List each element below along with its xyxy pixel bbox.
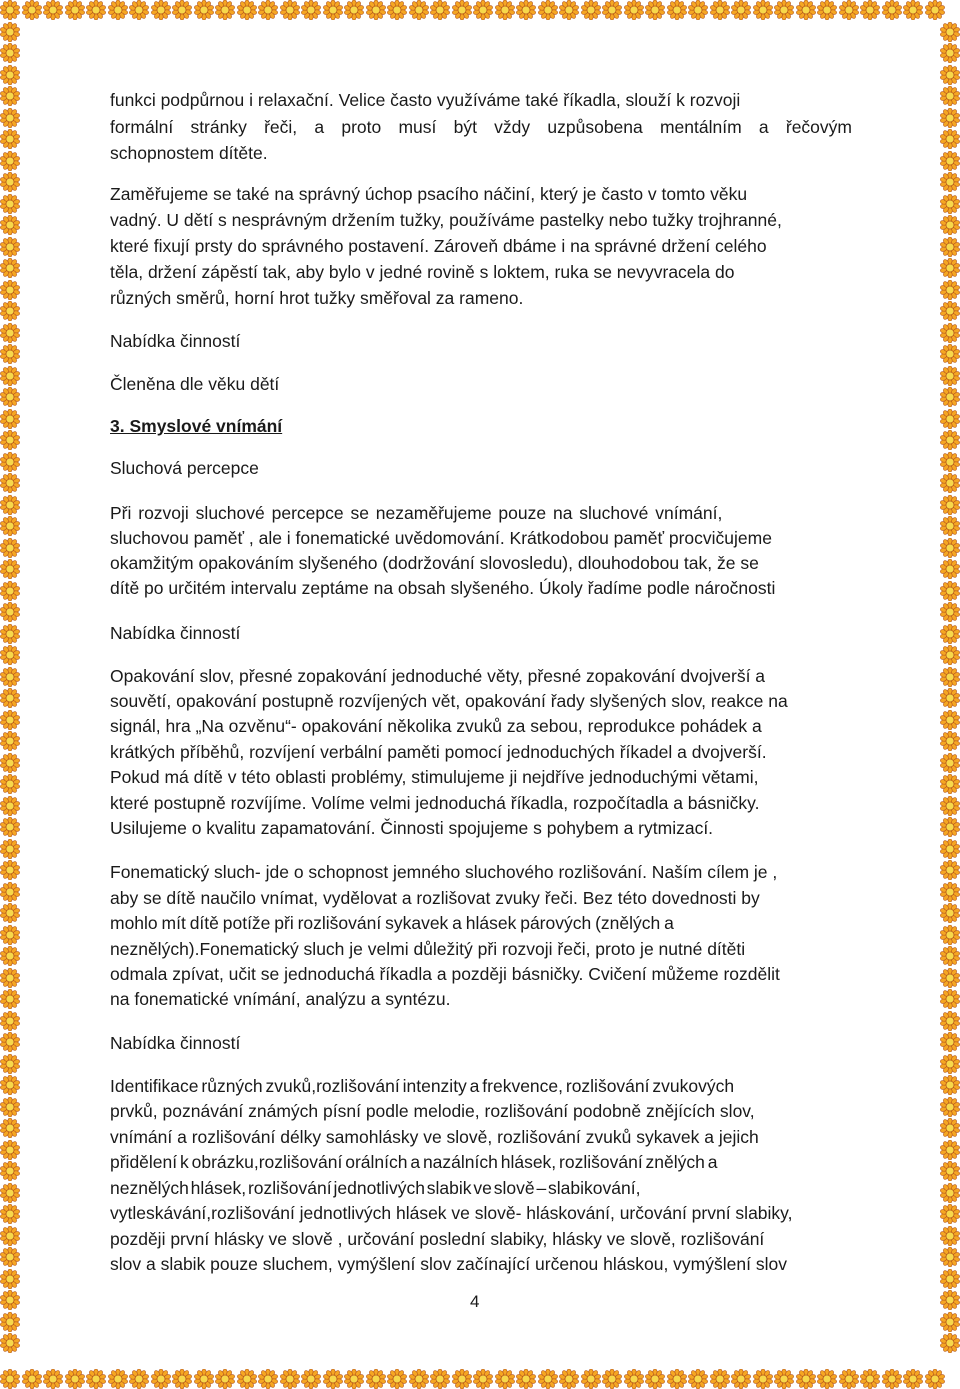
sun-flower-icon xyxy=(0,645,20,665)
paragraph-4-line: krátkých příběhů, rozvíjení verbální paměti pomocí jednoduchých říkadel a dvojverší. xyxy=(110,742,767,762)
sun-flower-icon xyxy=(817,0,837,20)
sun-flower-icon xyxy=(667,0,687,20)
paragraph-5-line: na fonematické vnímání, analýzu a syntézu. xyxy=(110,989,451,1009)
sun-flower-icon xyxy=(940,903,960,923)
sun-flower-icon xyxy=(0,43,20,63)
paragraph-3-line: dítě po určitém intervalu zeptáme na obsah slyšeného. Úkoly řadíme podle náročnosti xyxy=(110,578,776,598)
sun-flower-icon xyxy=(645,0,665,20)
sun-flower-icon xyxy=(925,1369,945,1389)
sun-flower-icon xyxy=(301,0,321,20)
sun-flower-icon xyxy=(86,0,106,20)
sun-flower-icon xyxy=(839,1369,859,1389)
sun-flower-icon xyxy=(940,280,960,300)
sun-flower-icon xyxy=(710,1369,730,1389)
sun-flower-icon xyxy=(940,215,960,235)
sun-flower-icon xyxy=(538,0,558,20)
sun-flower-icon xyxy=(940,1097,960,1117)
sun-flower-icon xyxy=(940,409,960,429)
sun-flower-icon xyxy=(43,1369,63,1389)
sun-flower-icon xyxy=(940,645,960,665)
sun-flower-icon xyxy=(473,1369,493,1389)
sun-flower-icon xyxy=(0,409,20,429)
sun-flower-icon xyxy=(940,1032,960,1052)
sun-flower-icon xyxy=(0,65,20,85)
sun-flower-icon xyxy=(0,667,20,687)
sun-flower-icon xyxy=(860,0,880,20)
sun-flower-icon xyxy=(0,1226,20,1246)
paragraph-6-line: slov a slabik pouze sluchem, vymýšlení slov začínající určenou hláskou, vymýšlení slov xyxy=(110,1254,787,1274)
offer-label: Nabídka činností xyxy=(110,1033,241,1053)
subheading: Sluchová percepce xyxy=(110,458,259,478)
sun-flower-icon xyxy=(940,710,960,730)
sun-flower-icon xyxy=(710,0,730,20)
sun-flower-icon xyxy=(0,1312,20,1332)
sun-flower-icon xyxy=(0,194,20,214)
sun-flower-icon xyxy=(0,473,20,493)
sun-flower-icon xyxy=(940,366,960,386)
sun-flower-icon xyxy=(0,710,20,730)
sun-flower-icon xyxy=(796,0,816,20)
paragraph-5-line: mohlo mít dítě potíže při rozlišování sykavek a hlásek párových (znělých a xyxy=(110,913,674,933)
sun-flower-icon xyxy=(237,0,257,20)
sun-flower-icon xyxy=(0,624,20,644)
sun-flower-icon xyxy=(258,1369,278,1389)
sun-flower-icon xyxy=(940,1161,960,1181)
sun-flower-icon xyxy=(0,86,20,106)
sun-flower-icon xyxy=(0,1097,20,1117)
sun-flower-icon xyxy=(667,1369,687,1389)
offer-label: Nabídka činností xyxy=(110,623,241,643)
sun-flower-icon xyxy=(215,1369,235,1389)
sun-flower-icon xyxy=(65,1369,85,1389)
sun-flower-icon xyxy=(940,65,960,85)
paragraph-2-line: které fixují prsty do správného postavení. Zároveň dbáme i na správné držení celého xyxy=(110,236,767,256)
sun-flower-icon xyxy=(940,925,960,945)
sun-flower-icon xyxy=(0,1290,20,1310)
sun-flower-icon xyxy=(301,1369,321,1389)
sun-flower-icon xyxy=(624,0,644,20)
sun-flower-icon xyxy=(903,0,923,20)
sun-flower-icon xyxy=(645,1369,665,1389)
paragraph-2-line: různých směrů, horní hrot tužky směřoval za rameno. xyxy=(110,288,524,308)
paragraph-6-line: Identifikace různých zvuků,rozlišování intenzity a frekvence, rozlišování zvukových xyxy=(110,1076,735,1096)
sun-flower-icon xyxy=(940,1333,960,1353)
sun-flower-icon xyxy=(0,323,20,343)
sun-flower-icon xyxy=(940,1290,960,1310)
sun-flower-icon xyxy=(940,151,960,171)
sun-flower-icon xyxy=(817,1369,837,1389)
sun-flower-icon xyxy=(940,1118,960,1138)
sun-flower-icon xyxy=(0,989,20,1009)
sun-flower-icon xyxy=(366,0,386,20)
sun-flower-icon xyxy=(0,1118,20,1138)
sun-flower-icon xyxy=(0,538,20,558)
sun-flower-icon xyxy=(860,1369,880,1389)
sun-flower-icon xyxy=(0,1011,20,1031)
sun-flower-icon xyxy=(688,0,708,20)
sun-flower-icon xyxy=(0,344,20,364)
sun-flower-icon xyxy=(796,1369,816,1389)
sun-flower-icon xyxy=(0,817,20,837)
sun-flower-icon xyxy=(0,215,20,235)
sun-flower-icon xyxy=(940,301,960,321)
sun-flower-icon xyxy=(0,1269,20,1289)
sun-flower-icon xyxy=(215,0,235,20)
sun-flower-icon xyxy=(940,817,960,837)
sun-flower-icon xyxy=(753,1369,773,1389)
sun-flower-icon xyxy=(495,0,515,20)
sun-flower-icon xyxy=(940,796,960,816)
sun-flower-icon xyxy=(323,1369,343,1389)
sun-flower-icon xyxy=(0,495,20,515)
paragraph-1-line: formální stránky řeči, a proto musí být vždy uzpůsobena mentálním a řečovým xyxy=(110,117,852,137)
sun-flower-icon xyxy=(940,22,960,42)
sun-flower-icon xyxy=(194,0,214,20)
sun-flower-icon xyxy=(940,1269,960,1289)
sun-flower-icon xyxy=(0,1054,20,1074)
paragraph-6-line: vnímání a rozlišování délky samohlásky ve slově, rozlišování zvuků sykavek a jejich xyxy=(110,1127,759,1147)
sun-flower-icon xyxy=(129,0,149,20)
sun-flower-icon xyxy=(940,624,960,644)
sun-flower-icon xyxy=(108,0,128,20)
sun-flower-icon xyxy=(344,1369,364,1389)
sun-flower-icon xyxy=(409,0,429,20)
sun-flower-icon xyxy=(940,258,960,278)
sun-flower-icon xyxy=(940,237,960,257)
sun-flower-icon xyxy=(624,1369,644,1389)
sun-flower-icon xyxy=(882,0,902,20)
sun-flower-icon xyxy=(0,237,20,257)
sun-flower-icon xyxy=(940,452,960,472)
sun-flower-icon xyxy=(940,968,960,988)
sun-flower-icon xyxy=(22,0,42,20)
sun-flower-icon xyxy=(280,0,300,20)
sun-flower-icon xyxy=(387,0,407,20)
paragraph-4-line: které postupně rozvíjíme. Volíme velmi jednoduchá říkadla, rozpočítadla a básničky. xyxy=(110,793,760,813)
paragraph-5-line: neznělých).Fonematický sluch je velmi důležitý při rozvoji řeči, proto je nutné dítěti xyxy=(110,939,746,959)
paragraph-3-line: Při rozvoji sluchové percepce se nezaměřujeme pouze na sluchové vnímání, xyxy=(110,503,723,523)
sun-flower-icon xyxy=(0,1333,20,1353)
sun-flower-icon xyxy=(0,108,20,128)
sun-flower-icon xyxy=(940,882,960,902)
paragraph-2-line: Zaměřujeme se také na správný úchop psacího náčiní, který je často v tomto věku xyxy=(110,184,748,204)
sun-flower-icon xyxy=(0,839,20,859)
sun-flower-icon xyxy=(473,0,493,20)
sun-flower-icon xyxy=(940,1075,960,1095)
paragraph-4-line: souvětí, opakování postupně rozvíjených vět, opakování řady slyšených slov, reakce na xyxy=(110,691,788,711)
sun-flower-icon xyxy=(516,1369,536,1389)
sun-flower-icon xyxy=(940,1204,960,1224)
paragraph-6-line: přidělení k obrázku,rozlišování orálních a nazálních hlásek, rozlišování znělých a xyxy=(110,1152,718,1172)
paragraph-6-line: neznělých hlásek, rozlišování jednotlivých slabik ve slově – slabikování, xyxy=(110,1178,641,1198)
sun-flower-icon xyxy=(0,22,20,42)
sun-flower-icon xyxy=(940,581,960,601)
sun-flower-icon xyxy=(0,430,20,450)
sun-flower-icon xyxy=(882,1369,902,1389)
sun-flower-icon xyxy=(0,151,20,171)
sun-flower-icon xyxy=(940,1011,960,1031)
sun-flower-icon xyxy=(940,495,960,515)
offer-label: Nabídka činností xyxy=(110,331,241,351)
sun-flower-icon xyxy=(940,387,960,407)
paragraph-1-line: schopnostem dítěte. xyxy=(110,143,268,163)
sun-flower-icon xyxy=(581,1369,601,1389)
sun-flower-icon xyxy=(602,1369,622,1389)
sun-flower-icon xyxy=(0,688,20,708)
sun-flower-icon xyxy=(516,0,536,20)
sun-flower-icon xyxy=(731,0,751,20)
sun-flower-icon xyxy=(0,366,20,386)
sun-flower-icon xyxy=(0,172,20,192)
sun-flower-icon xyxy=(0,1204,20,1224)
paragraph-2-line: vadný. U dětí s nesprávným držením tužky, používáme pastelky nebo tužky trojhranné, xyxy=(110,210,782,230)
sun-flower-icon xyxy=(0,1032,20,1052)
sun-flower-icon xyxy=(940,989,960,1009)
sun-flower-icon xyxy=(0,731,20,751)
paragraph-5-line: Fonematický sluch- jde o schopnost jemného sluchového rozlišování. Naším cílem je , xyxy=(110,862,778,882)
sun-flower-icon xyxy=(86,1369,106,1389)
sun-flower-icon xyxy=(258,0,278,20)
paragraph-6-line: prvků, poznávání známých písní podle melodie, rozlišování podobně znějících slov, xyxy=(110,1101,755,1121)
sun-flower-icon xyxy=(940,753,960,773)
sun-flower-icon xyxy=(0,0,20,20)
paragraph-3-line: sluchovou paměť , ale i fonematické uvědomování. Krátkodobou paměť procvičujeme xyxy=(110,528,772,548)
sun-flower-icon xyxy=(344,0,364,20)
sun-flower-icon xyxy=(774,0,794,20)
sun-flower-icon xyxy=(940,86,960,106)
sun-flower-icon xyxy=(0,796,20,816)
sun-flower-icon xyxy=(602,0,622,20)
sun-flower-icon xyxy=(940,688,960,708)
sun-flower-icon xyxy=(940,839,960,859)
sun-flower-icon xyxy=(925,0,945,20)
sun-flower-icon xyxy=(495,1369,515,1389)
sun-flower-icon xyxy=(940,667,960,687)
sun-flower-icon xyxy=(940,774,960,794)
sun-flower-icon xyxy=(559,1369,579,1389)
sun-flower-icon xyxy=(940,1226,960,1246)
sun-flower-icon xyxy=(940,43,960,63)
sun-flower-icon xyxy=(940,538,960,558)
paragraph-4-line: Opakování slov, přesné zopakování jednoduché věty, přesné zopakování dvojverší a xyxy=(110,666,766,686)
paragraph-6-line: později první hlásky ve slově , určování poslední slabiky, hlásky ve slově, rozlišování xyxy=(110,1229,765,1249)
sun-flower-icon xyxy=(43,0,63,20)
sun-flower-icon xyxy=(940,473,960,493)
sun-flower-icon xyxy=(774,1369,794,1389)
sun-flower-icon xyxy=(237,1369,257,1389)
paragraph-4-line: signál, hra „Na ozvěnu“- opakování několika zvuků za sebou, reprodukce pohádek a xyxy=(110,716,762,736)
sun-flower-icon xyxy=(581,0,601,20)
sun-flower-icon xyxy=(940,860,960,880)
sun-flower-icon xyxy=(688,1369,708,1389)
sun-flower-icon xyxy=(430,0,450,20)
sun-flower-icon xyxy=(409,1369,429,1389)
sun-flower-icon xyxy=(151,1369,171,1389)
sun-flower-icon xyxy=(0,860,20,880)
sun-flower-icon xyxy=(940,1140,960,1160)
sun-flower-icon xyxy=(0,925,20,945)
paragraph-5-line: odmala zpívat, učit se jednoduchá říkadla a později básničky. Cvičení můžeme rozdělit xyxy=(110,964,780,984)
sun-flower-icon xyxy=(940,129,960,149)
sun-flower-icon xyxy=(0,903,20,923)
sun-flower-icon xyxy=(366,1369,386,1389)
sun-flower-icon xyxy=(940,946,960,966)
sun-flower-icon xyxy=(940,108,960,128)
sun-flower-icon xyxy=(0,1369,20,1389)
sun-flower-icon xyxy=(903,1369,923,1389)
sun-flower-icon xyxy=(0,581,20,601)
sun-flower-icon xyxy=(0,1075,20,1095)
sun-flower-icon xyxy=(940,344,960,364)
sun-flower-icon xyxy=(0,1183,20,1203)
sun-flower-icon xyxy=(940,1054,960,1074)
sun-flower-icon xyxy=(280,1369,300,1389)
paragraph-1-line: funkci podpůrnou i relaxační. Velice často využíváme také říkadla, slouží k rozvoji xyxy=(110,90,741,110)
sun-flower-icon xyxy=(940,430,960,450)
sun-flower-icon xyxy=(108,1369,128,1389)
sun-flower-icon xyxy=(129,1369,149,1389)
paragraph-4-line: Pokud má dítě v této oblasti problémy, stimulujeme ji nejdříve jednoduchými větami, xyxy=(110,767,759,787)
paragraph-3-line: okamžitým opakováním slyšeného (dodržování slovosledu), dlouhodobou tak, že se xyxy=(110,553,759,573)
sun-flower-icon xyxy=(0,516,20,536)
sun-flower-icon xyxy=(940,559,960,579)
sun-flower-icon xyxy=(839,0,859,20)
sun-flower-icon xyxy=(172,0,192,20)
sun-flower-icon xyxy=(940,731,960,751)
sun-flower-icon xyxy=(0,602,20,622)
sun-flower-icon xyxy=(940,172,960,192)
sun-flower-icon xyxy=(0,1247,20,1267)
sun-flower-icon xyxy=(22,1369,42,1389)
sun-flower-icon xyxy=(940,1247,960,1267)
sun-flower-icon xyxy=(753,0,773,20)
sun-flower-icon xyxy=(0,753,20,773)
age-label: Členěna dle věku dětí xyxy=(110,374,280,394)
sun-flower-icon xyxy=(387,1369,407,1389)
sun-flower-icon xyxy=(151,0,171,20)
page-number: 4 xyxy=(470,1292,480,1311)
sun-flower-icon xyxy=(0,301,20,321)
sun-flower-icon xyxy=(940,1183,960,1203)
sun-flower-icon xyxy=(940,602,960,622)
sun-flower-icon xyxy=(0,129,20,149)
sun-flower-icon xyxy=(0,452,20,472)
sun-flower-icon xyxy=(0,1140,20,1160)
sun-flower-icon xyxy=(559,0,579,20)
sun-flower-icon xyxy=(0,559,20,579)
sun-flower-icon xyxy=(194,1369,214,1389)
sun-flower-icon xyxy=(0,774,20,794)
sun-flower-icon xyxy=(0,946,20,966)
sun-flower-icon xyxy=(452,0,472,20)
sun-flower-icon xyxy=(940,323,960,343)
sun-flower-icon xyxy=(0,968,20,988)
sun-flower-icon xyxy=(65,0,85,20)
sun-flower-icon xyxy=(452,1369,472,1389)
sun-flower-icon xyxy=(323,0,343,20)
paragraph-5-line: aby se dítě naučilo vnímat, vydělovat a rozlišovat zvuky řeči. Bez této dovednosti by xyxy=(110,888,760,908)
sun-flower-icon xyxy=(430,1369,450,1389)
sun-flower-icon xyxy=(940,194,960,214)
sun-flower-icon xyxy=(0,882,20,902)
paragraph-6-line: vytleskávání,rozlišování jednotlivých hlásek ve slově- hláskování, určování první slabiky, xyxy=(110,1203,793,1223)
paragraph-4-line: Usilujeme o kvalitu zapamatování. Činnosti spojujeme s pohybem a rytmizací. xyxy=(110,818,714,838)
sun-flower-icon xyxy=(940,1312,960,1332)
paragraph-2-line: těla, držení zápěstí tak, aby bylo v jedné rovině s loktem, ruka se nevyvracela do xyxy=(110,262,735,282)
sun-flower-icon xyxy=(731,1369,751,1389)
section-heading: 3. Smyslové vnímání xyxy=(110,416,283,436)
sun-flower-icon xyxy=(0,387,20,407)
sun-flower-icon xyxy=(0,1161,20,1181)
sun-flower-icon xyxy=(940,516,960,536)
sun-flower-icon xyxy=(0,258,20,278)
sun-flower-icon xyxy=(0,280,20,300)
sun-flower-icon xyxy=(538,1369,558,1389)
sun-flower-icon xyxy=(172,1369,192,1389)
